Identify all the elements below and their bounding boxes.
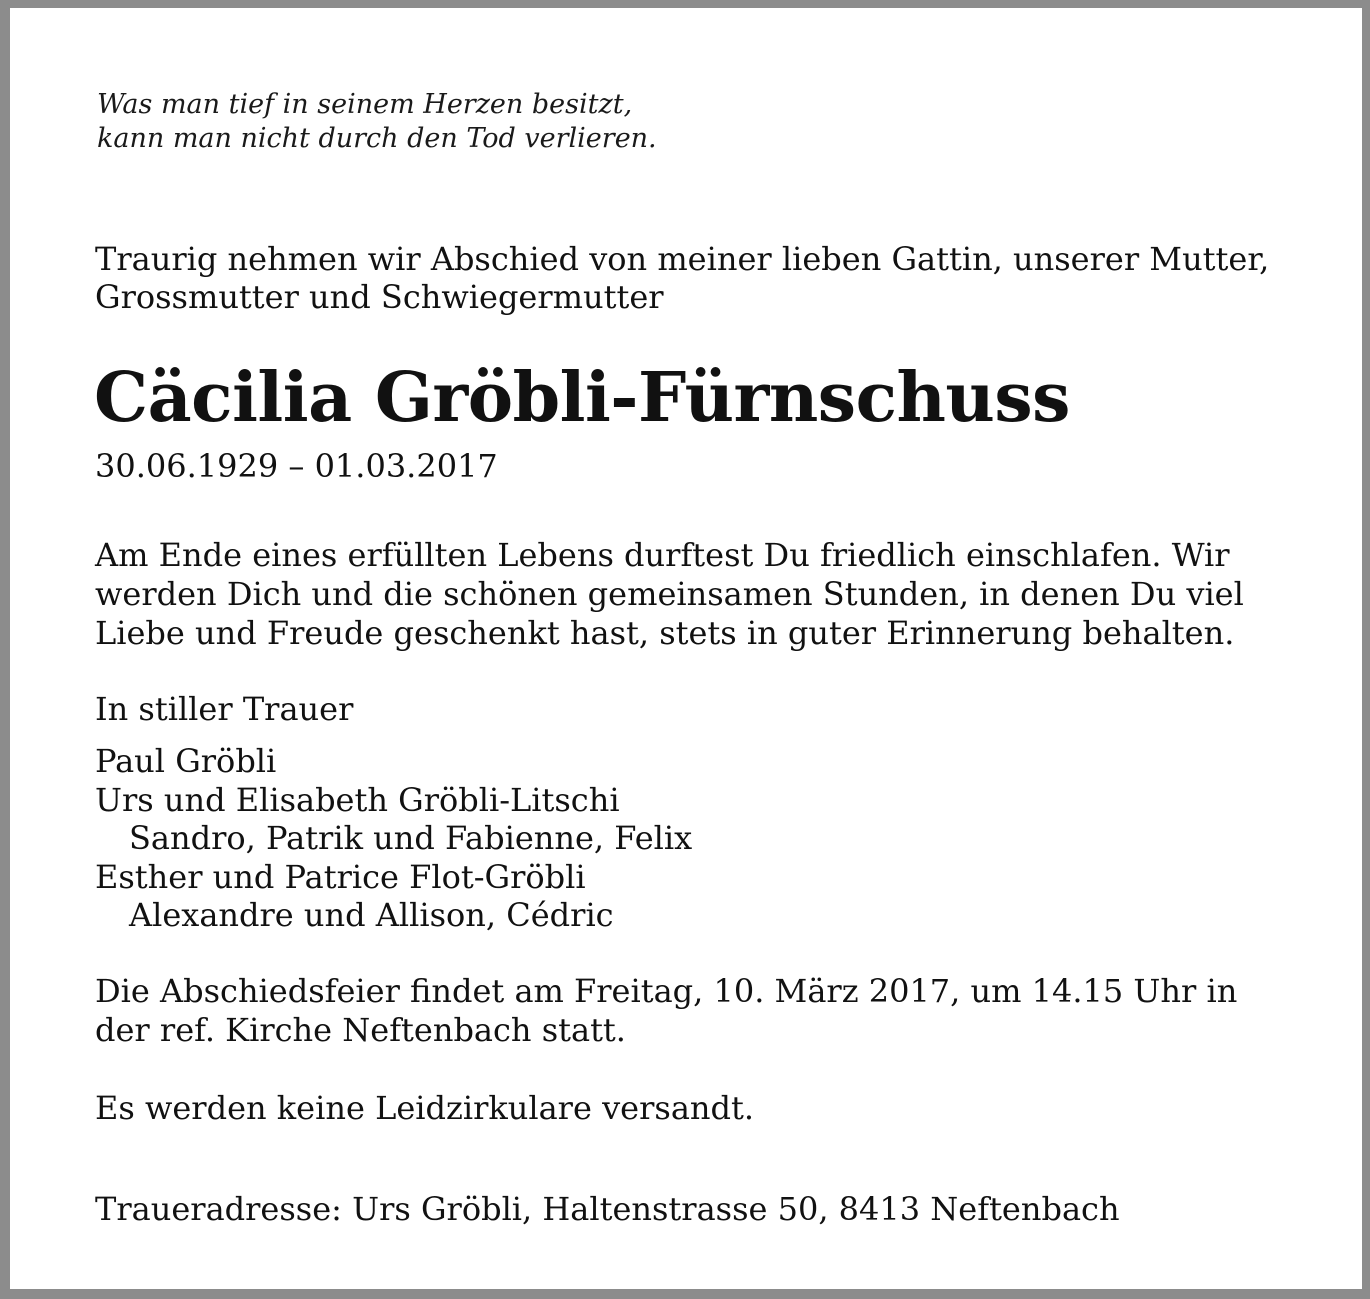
mourning-address: Traueradresse: Urs Gröbli, Haltenstrasse 50, 8413 Neftenbach [95, 1190, 1120, 1228]
ceremony-line: Die Abschiedsfeier findet am Freitag, 10. März 2017, um 14.15 Uhr in [95, 972, 1238, 1010]
deceased-name: Cäcilia Gröbli-Fürnschuss [94, 358, 1070, 438]
mourner-entry-grandchildren: Sandro, Patrik und Fabienne, Felix [129, 819, 693, 857]
mourner-entry-grandchildren: Alexandre und Allison, Cédric [129, 896, 614, 934]
mourner-entry: Urs und Elisabeth Gröbli-Litschi [95, 780, 620, 819]
motto-line: Was man tief in seinem Herzen besitzt, [97, 89, 633, 120]
intro-line: Grossmutter und Schwiegermutter [95, 278, 664, 316]
tribute-line: Liebe und Freude geschenkt hast, stets in guter Erinnerung behalten. [95, 614, 1235, 652]
ceremony-info [95, 972, 1237, 1050]
motto-line: kann man nicht durch den Tod verlieren. [97, 123, 657, 154]
ceremony-line: der ref. Kirche Neftenbach statt. [95, 1011, 626, 1049]
tribute-text [95, 536, 1244, 653]
mourner-entry: Esther und Patrice Flot-Gröbli [95, 857, 586, 896]
tribute-line: Am Ende eines erfüllten Lebens durftest Du friedlich einschlafen. Wir [95, 536, 1230, 574]
motto-quote [97, 88, 657, 156]
tribute-line: werden Dich und die schönen gemeinsamen Stunden, in denen Du viel [95, 575, 1244, 613]
circular-notice: Es werden keine Leidzirkulare versandt. [95, 1089, 755, 1127]
mourning-label: In stiller Trauer [95, 690, 354, 728]
intro-line: Traurig nehmen wir Abschied von meiner lieben Gattin, unserer Mutter, [95, 240, 1270, 278]
intro-text [95, 240, 1335, 316]
mourners-list [95, 742, 692, 935]
mourner-entry: Paul Gröbli [95, 742, 277, 780]
life-dates: 30.06.1929 – 01.03.2017 [95, 447, 498, 485]
obituary-page [10, 8, 1362, 1289]
